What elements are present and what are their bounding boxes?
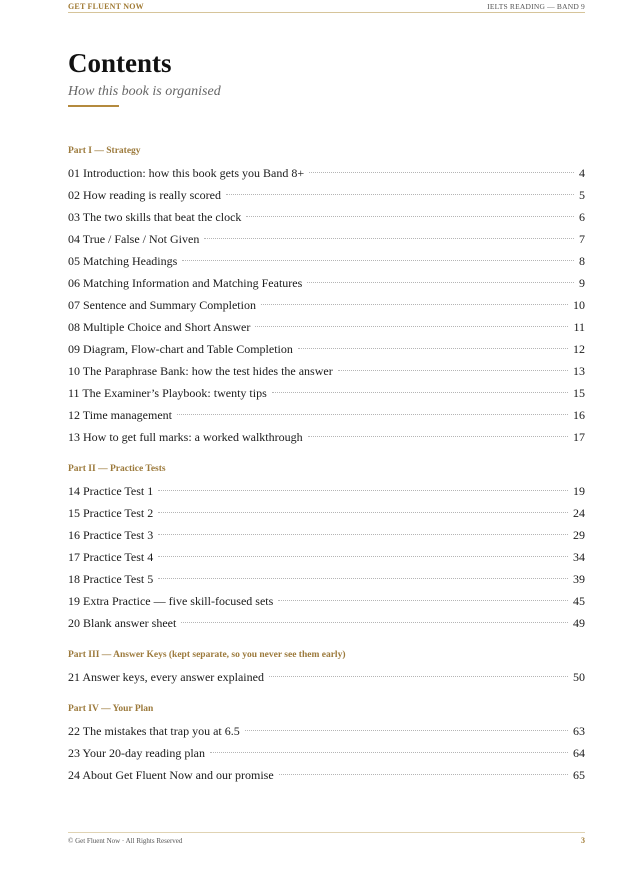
toc-entry-page: 4: [579, 166, 585, 180]
toc-entry-label: 04 True / False / Not Given: [68, 232, 200, 246]
toc-entry-label: 19 Extra Practice — five skill-focused sets: [68, 594, 274, 608]
toc-entry[interactable]: [68, 360, 585, 382]
dot-leader: [261, 304, 568, 305]
toc-entry-label: 08 Multiple Choice and Short Answer: [68, 320, 251, 334]
toc-entry-label: 10 The Paraphrase Bank: how the test hides the answer: [68, 364, 333, 378]
toc-entry[interactable]: [68, 742, 585, 764]
toc-entry-label: 03 The two skills that beat the clock: [68, 210, 242, 224]
toc-entry-page: 8: [579, 254, 585, 268]
toc-entry[interactable]: [68, 666, 585, 688]
toc-entry-label: 02 How reading is really scored: [68, 188, 221, 202]
toc-entry-page: 64: [573, 746, 585, 760]
toc-entry[interactable]: [68, 316, 585, 338]
toc-entry-label: 24 About Get Fluent Now and our promise: [68, 768, 274, 782]
toc-entry[interactable]: [68, 162, 585, 184]
dot-leader: [158, 556, 568, 557]
dot-leader: [177, 414, 568, 415]
dot-leader: [158, 490, 568, 491]
part-heading: Part III — Answer Keys (kept separate, so you never see them early): [68, 650, 346, 660]
toc-entry-page: 5: [579, 188, 585, 202]
toc-entry-label: 21 Answer keys, every answer explained: [68, 670, 264, 684]
part-heading: Part II — Practice Tests: [68, 464, 166, 474]
toc-entry-page: 11: [573, 320, 585, 334]
part-heading: Part I — Strategy: [68, 146, 141, 156]
toc-entry-page: 9: [579, 276, 585, 290]
dot-leader: [181, 622, 568, 623]
toc-part: [68, 648, 585, 688]
toc-entry[interactable]: [68, 404, 585, 426]
toc-entry-label: 22 The mistakes that trap you at 6.5: [68, 724, 240, 738]
toc-entry-page: 6: [579, 210, 585, 224]
page-number: 3: [581, 836, 585, 845]
toc-entry[interactable]: [68, 426, 585, 448]
toc-entry-page: 50: [573, 670, 585, 684]
toc-entry-page: 19: [573, 484, 585, 498]
dot-leader: [338, 370, 568, 371]
toc-entry-page: 65: [573, 768, 585, 782]
document-page: [68, 0, 585, 880]
dot-leader: [309, 172, 574, 173]
toc-entry[interactable]: [68, 382, 585, 404]
title-underline: [68, 105, 119, 107]
toc-entry[interactable]: [68, 524, 585, 546]
toc-entry-page: 16: [573, 408, 585, 422]
dot-leader: [279, 774, 568, 775]
toc-entry-label: 06 Matching Information and Matching Features: [68, 276, 303, 290]
dot-leader: [255, 326, 568, 327]
toc-entry-page: 17: [573, 430, 585, 444]
table-of-contents: [68, 144, 585, 786]
toc-part: [68, 462, 585, 634]
toc-entry-page: 24: [573, 506, 585, 520]
toc-entry-label: 17 Practice Test 4: [68, 550, 154, 564]
dot-leader: [308, 436, 568, 437]
page-title: Contents: [68, 48, 172, 78]
toc-entry[interactable]: [68, 480, 585, 502]
toc-entry-page: 15: [573, 386, 585, 400]
page-subtitle: How this book is organised: [68, 84, 221, 99]
copyright-text: © Get Fluent Now · All Rights Reserved: [68, 837, 183, 845]
toc-entry-label: 05 Matching Headings: [68, 254, 178, 268]
toc-entry[interactable]: [68, 294, 585, 316]
toc-entry[interactable]: [68, 250, 585, 272]
toc-entry-label: 15 Practice Test 2: [68, 506, 154, 520]
toc-entry-label: 01 Introduction: how this book gets you Band 8+: [68, 166, 305, 180]
dot-leader: [204, 238, 574, 239]
toc-entry-page: 13: [573, 364, 585, 378]
toc-part: [68, 144, 585, 448]
dot-leader: [158, 512, 568, 513]
toc-entry-label: 18 Practice Test 5: [68, 572, 154, 586]
toc-entry[interactable]: [68, 720, 585, 742]
dot-leader: [245, 730, 568, 731]
brand-label: GET FLUENT NOW: [68, 2, 144, 11]
toc-entry-page: 12: [573, 342, 585, 356]
toc-entry-page: 45: [573, 594, 585, 608]
toc-part: [68, 702, 585, 786]
part-heading: Part IV — Your Plan: [68, 704, 154, 714]
toc-entry-label: 09 Diagram, Flow-chart and Table Completion: [68, 342, 293, 356]
toc-entry-page: 63: [573, 724, 585, 738]
toc-entry-page: 10: [573, 298, 585, 312]
dot-leader: [246, 216, 574, 217]
toc-entry[interactable]: [68, 764, 585, 786]
dot-leader: [307, 282, 574, 283]
dot-leader: [210, 752, 568, 753]
toc-entry-label: 23 Your 20-day reading plan: [68, 746, 205, 760]
dot-leader: [278, 600, 568, 601]
toc-entry-page: 34: [573, 550, 585, 564]
toc-entry-page: 49: [573, 616, 585, 630]
toc-entry[interactable]: [68, 502, 585, 524]
toc-entry-label: 12 Time management: [68, 408, 172, 422]
toc-entry-label: 20 Blank answer sheet: [68, 616, 177, 630]
dot-leader: [158, 534, 568, 535]
dot-leader: [182, 260, 574, 261]
toc-entry-label: 14 Practice Test 1: [68, 484, 154, 498]
dot-leader: [269, 676, 568, 677]
toc-entry[interactable]: [68, 338, 585, 360]
toc-entry-label: 11 The Examiner’s Playbook: twenty tips: [68, 386, 267, 400]
toc-entry[interactable]: [68, 206, 585, 228]
toc-entry[interactable]: [68, 228, 585, 250]
toc-entry-label: 13 How to get full marks: a worked walkthrough: [68, 430, 303, 444]
toc-entry[interactable]: [68, 546, 585, 568]
running-header: [68, 2, 585, 13]
dot-leader: [226, 194, 574, 195]
dot-leader: [272, 392, 568, 393]
toc-entry[interactable]: [68, 612, 585, 634]
dot-leader: [298, 348, 568, 349]
toc-entry-label: 07 Sentence and Summary Completion: [68, 298, 256, 312]
dot-leader: [158, 578, 568, 579]
toc-entry-page: 29: [573, 528, 585, 542]
toc-entry[interactable]: [68, 272, 585, 294]
toc-entry-page: 39: [573, 572, 585, 586]
book-label: IELTS READING — BAND 9: [487, 2, 585, 11]
toc-entry[interactable]: [68, 184, 585, 206]
toc-entry-label: 16 Practice Test 3: [68, 528, 154, 542]
page-footer: [68, 832, 585, 849]
toc-entry-page: 7: [579, 232, 585, 246]
toc-entry[interactable]: [68, 590, 585, 612]
toc-entry[interactable]: [68, 568, 585, 590]
